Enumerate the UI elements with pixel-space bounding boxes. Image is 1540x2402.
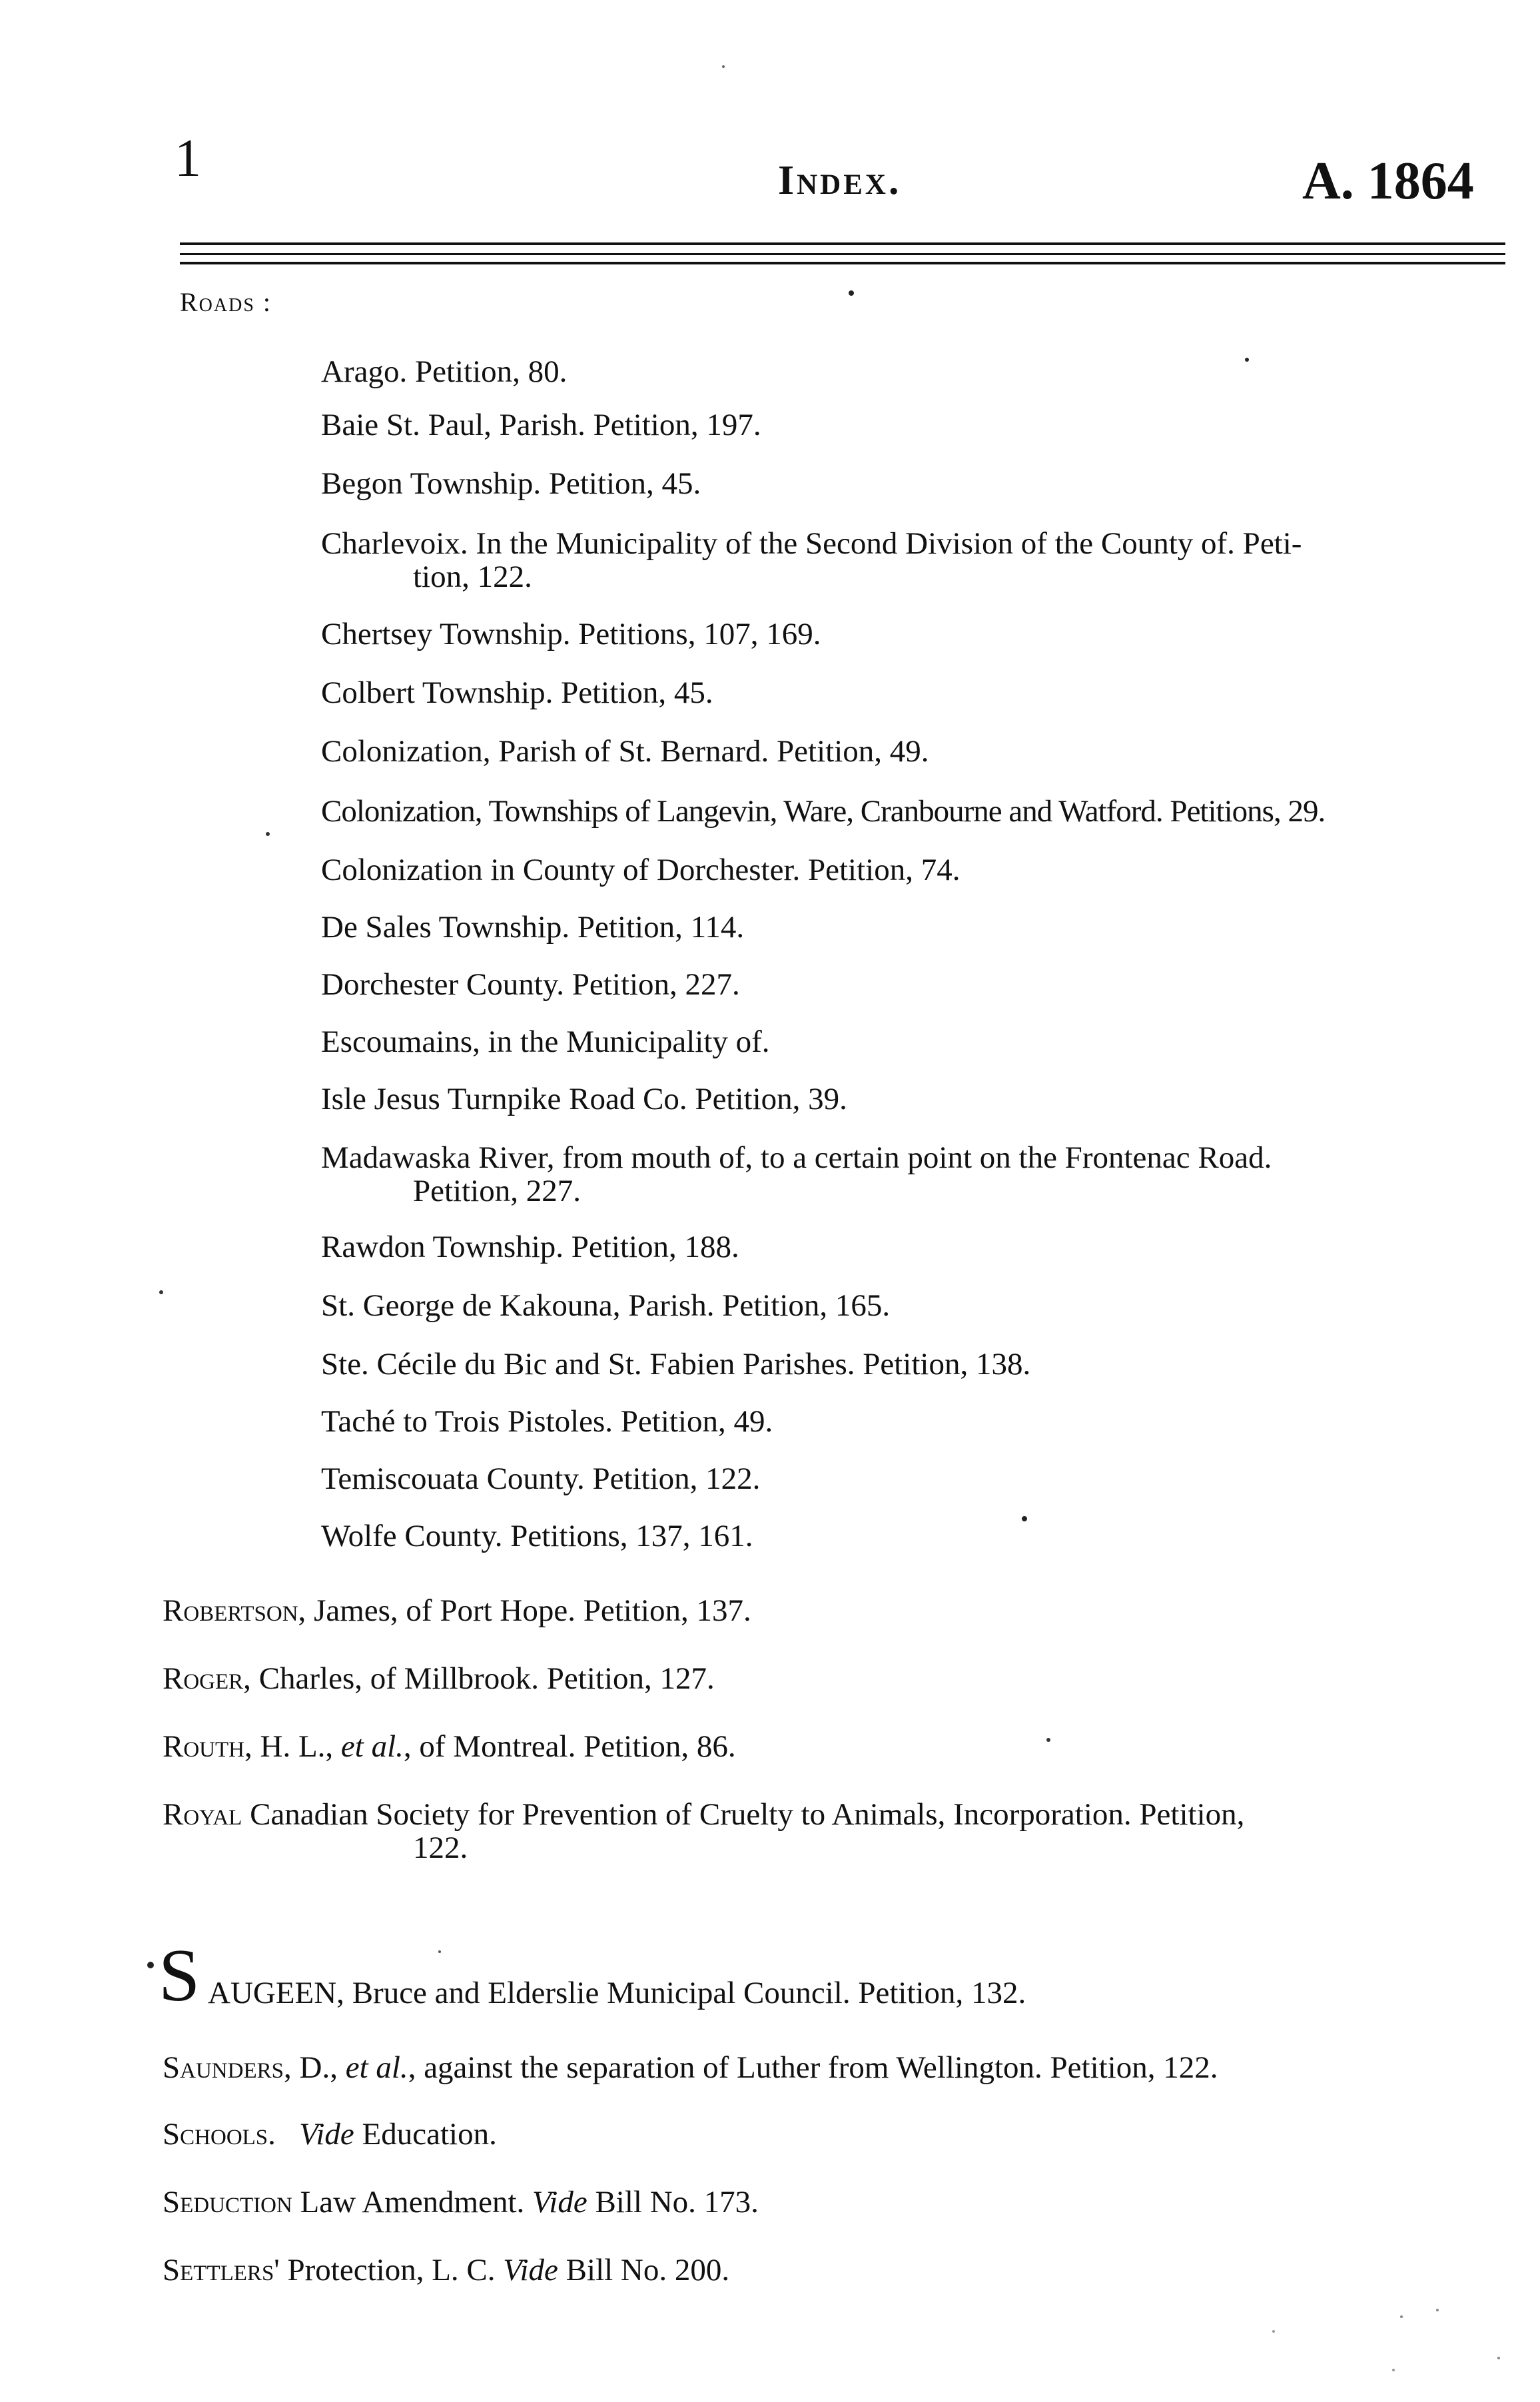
entry-head: Settlers' — [163, 2253, 280, 2287]
entry-head: Roger, — [163, 1661, 251, 1696]
index-entry: Begon Township. Petition, 45. — [321, 466, 701, 501]
index-entry: De Sales Township. Petition, 114. — [321, 910, 745, 945]
entry-head: Robertson, — [163, 1593, 306, 1628]
running-title: Index. — [778, 158, 902, 203]
entry-text: Law Amendment. — [292, 2185, 533, 2219]
entry-italic: et al. — [345, 2050, 408, 2085]
entry-italic: et al. — [340, 1729, 404, 1764]
index-entry: Chertsey Township. Petitions, 107, 169. — [321, 617, 821, 651]
entry-head: Seduction — [163, 2185, 292, 2219]
entry-head: AUGEEN, — [208, 1976, 344, 2010]
index-entry: Ste. Cécile du Bic and St. Fabien Parishes. Petition, 138. — [321, 1347, 1031, 1382]
entry-italic: Vide — [299, 2117, 354, 2152]
index-entry: Colonization, Townships of Langevin, Ware, Cranbourne and Watford. Petitions, 29. — [321, 794, 1326, 829]
index-entry: Taché to Trois Pistoles. Petition, 49. — [321, 1404, 773, 1439]
entry-text: Canadian Society for Prevention of Cruelty to Animals, Incorporation. Petition, — [242, 1797, 1245, 1832]
drop-cap: S — [159, 1934, 200, 2017]
index-entry: Colbert Township. Petition, 45. — [321, 675, 713, 710]
entry-italic: Vide — [532, 2185, 587, 2219]
index-entry: Rawdon Township. Petition, 188. — [321, 1230, 739, 1264]
index-entry: Colonization in County of Dorchester. Petition, 74. — [321, 853, 961, 887]
index-entry: Charlevoix. In the Municipality of the Second Division of the County of. Peti- — [321, 526, 1302, 561]
index-entry: Arago. Petition, 80. — [321, 354, 568, 389]
index-entry-continuation: Petition, 227. — [413, 1174, 581, 1208]
entry-head: Schools. — [163, 2117, 276, 2152]
index-entry: Colonization, Parish of St. Bernard. Petition, 49. — [321, 734, 929, 769]
index-entry: Baie St. Paul, Parish. Petition, 197. — [321, 408, 761, 442]
index-entry: Dorchester County. Petition, 227. — [321, 967, 740, 1002]
index-entry: Madawaska River, from mouth of, to a certain point on the Frontenac Road. — [321, 1140, 1272, 1175]
entry-text: Protection, L. C. — [279, 2253, 504, 2287]
entry-text: Bill No. 173. — [587, 2185, 759, 2219]
entry-text: Charles, of Millbrook. Petition, 127. — [250, 1661, 715, 1696]
index-entry: Escoumains, in the Municipality of. — [321, 1024, 770, 1059]
index-entry-continuation: 122. — [413, 1830, 468, 1865]
entry-text: H. L., — [252, 1729, 341, 1764]
entry-italic: Vide — [503, 2253, 558, 2287]
entry-text: D., — [291, 2050, 346, 2085]
section-heading: Roads : — [180, 287, 272, 317]
entry-text: Bruce and Elderslie Municipal Council. Petition, 132. — [344, 1976, 1026, 2010]
entry-text: Bill No. 200. — [558, 2253, 730, 2287]
index-entry-continuation: tion, 122. — [413, 560, 532, 594]
entry-head: Saunders, — [163, 2050, 292, 2085]
index-entry: Isle Jesus Turnpike Road Co. Petition, 39. — [321, 1082, 847, 1116]
entry-text: , of Montreal. Petition, 86. — [403, 1729, 736, 1764]
entry-head: Routh, — [163, 1729, 252, 1764]
page-year: A. 1864 — [1302, 152, 1474, 210]
margin-mark: 1 — [175, 129, 201, 188]
index-entry: Wolfe County. Petitions, 137, 161. — [321, 1519, 753, 1553]
entry-text: James, of Port Hope. Petition, 137. — [306, 1593, 751, 1628]
entry-text: , against the separation of Luther from Wellington. Petition, 122. — [408, 2050, 1218, 2085]
index-entry: Temiscouata County. Petition, 122. — [321, 1461, 761, 1496]
index-entry: St. George de Kakouna, Parish. Petition, 165. — [321, 1288, 891, 1323]
entry-text: Education. — [354, 2117, 497, 2152]
entry-head: Royal — [163, 1797, 242, 1832]
